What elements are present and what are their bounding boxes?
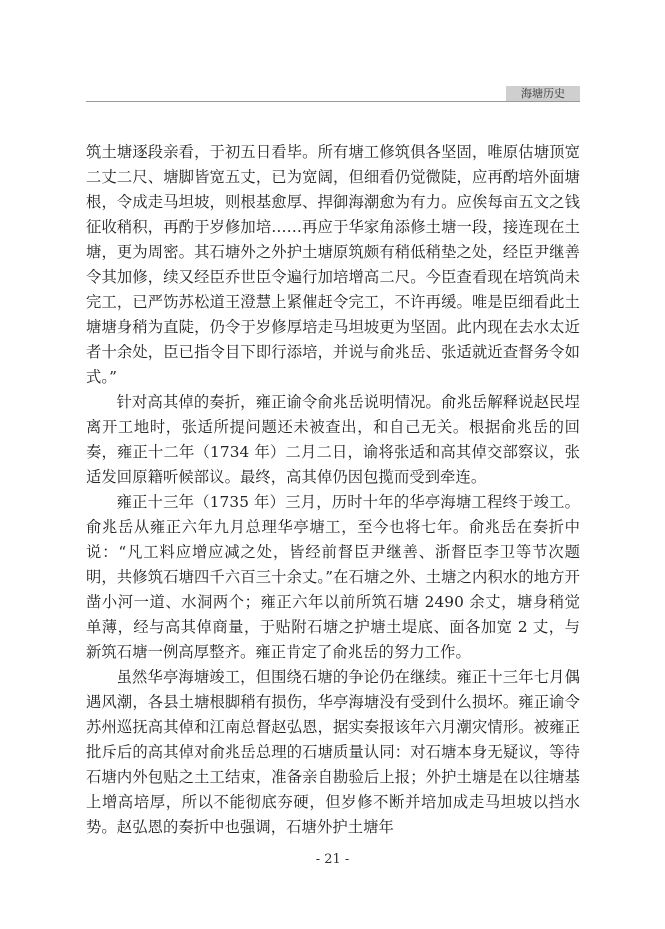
page-number: - 21 - xyxy=(315,852,350,867)
paragraph: 针对高其倬的奏折，雍正谕令俞兆岳说明情况。俞兆岳解释说赵民埕离开工地时，张适所提问题还未被查出，和自己无关。根据俞兆岳的回奏，雍正十二年（1734 年）二月二日，谕将张适和高其倬交部察议，张适发回原籍听候部议。最终，高其倬仍因包揽而受到牵连。 xyxy=(86,393,580,486)
running-header-section-title: 海塘历史 xyxy=(506,86,580,102)
paragraph: 雍正十三年（1735 年）三月，历时十年的华亭海塘工程终于竣工。俞兆岳从雍正六年九月总理华亭塘工，至今也将七年。俞兆岳在奏折中说：“凡工料应增应减之处，皆经前督臣尹继善、浙督臣李卫等节次题明，共修筑石塘四千六百三十余丈。”在石塘之外、土塘之内积水的地方开凿小河一道、水洞两个；雍正六年以前所筑石塘 2490 余丈，塘身稍觉单薄，经与高其倬商量，于贴附石塘之护塘土堤底、面各加宽 2 丈，与新筑石塘一例高厚整齐。雍正肯定了俞兆岳的努力工作。 xyxy=(86,493,580,661)
paragraph: 虽然华亭海塘竣工，但围绕石塘的争论仍在继续。雍正十三年七月偶遇风潮，各县土塘根脚稍有损伤，华亭海塘没有受到什么损坏。雍正谕令苏州巡抚高其倬和江南总督赵弘恩，据实奏报该年六月潮灾情形。被雍正批斥后的高其倬对俞兆岳总理的石塘质量认同：对石塘本身无疑议，等待石塘内外包贴之土工结束，准备亲自勘验后上报；外护土塘是在以往塘基上增高培厚，所以不能彻底夯硬，但岁修不断并培加成走马坦坡以挡水势。赵弘恩的奏折中也强调，石塘外护土塘年 xyxy=(86,668,580,836)
header-rule xyxy=(86,101,580,102)
body-text xyxy=(86,140,580,840)
paragraph-continued: 筑土塘逐段亲看，于初五日看毕。所有塘工修筑俱各坚固，唯原估塘顶宽二丈二尺、塘脚皆宽五丈，已为宽阔，但细看仍觉微陡，应再酌培外面塘根，令成走马坦坡，则根基愈厚、捍御海潮愈为有力。应俟每亩五文之钱征收稍积，再酌于岁修加培……再应于华家角添修土塘一段，接连现在土塘，更为周密。其石塘外之外护土塘原筑颇有稍低稍垫之处，经臣尹继善令其加修，续又经臣乔世臣令遍行加培增高二尺。今臣查看现在培筑尚未完工，已严饬苏松道王澄慧上紧催赶令完工，不许再缓。唯是臣细看此土塘塘身稍为直陡，仍令于岁修厚培走马坦坡更为坚固。此内现在去水太近者十余处，臣已指令目下即行添培，并说与俞兆岳、张适就近查督务令如式。” xyxy=(86,143,580,386)
